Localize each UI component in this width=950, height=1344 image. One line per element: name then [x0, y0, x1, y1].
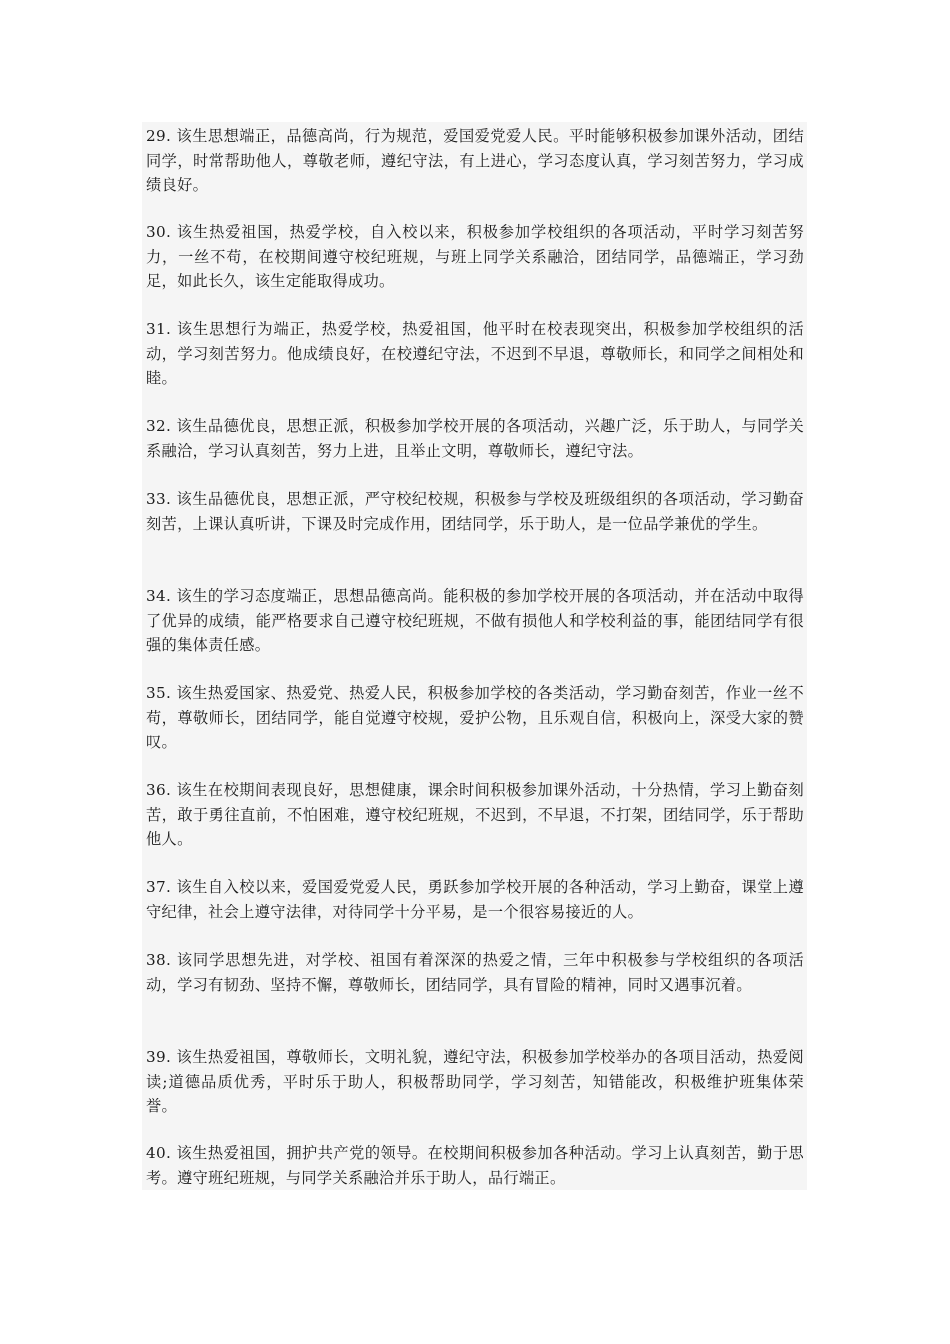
paragraph-40: 40. 该生热爱祖国，拥护共产党的领导。在校期间积极参加各种活动。学习上认真刻苦，勤于思考。遵守班纪班规，与同学关系融洽并乐于助人，品行端正。 [146, 1144, 804, 1187]
comments-text-block [142, 122, 807, 1190]
paragraph-33: 33. 该生品德优良，思想正派，严守校纪校规，积极参与学校及班级组织的各项活动，学习勤奋刻苦，上课认真听讲，下课及时完成作用，团结同学，乐于助人，是一位品学兼优的学生。 [146, 490, 804, 533]
paragraph-32: 32. 该生品德优良，思想正派，积极参加学校开展的各项活动，兴趣广泛，乐于助人，与同学关系融洽，学习认真刻苦，努力上进，且举止文明，尊敬师长，遵纪守法。 [146, 417, 804, 460]
paragraph-34: 34. 该生的学习态度端正，思想品德高尚。能积极的参加学校开展的各项活动，并在活动中取得了优异的成绩，能严格要求自己遵守校纪班规，不做有损他人和学校利益的事，能团结同学有很强的集体责任感。 [146, 587, 804, 654]
paragraph-37: 37. 该生自入校以来，爱国爱党爱人民，勇跃参加学校开展的各种活动，学习上勤奋，课堂上遵守纪律，社会上遵守法律，对待同学十分平易，是一个很容易接近的人。 [146, 878, 804, 921]
paragraph-38: 38. 该同学思想先进，对学校、祖国有着深深的热爱之情，三年中积极参与学校组织的各项活动，学习有韧劲、坚持不懈，尊敬师长，团结同学，具有冒险的精神，同时又遇事沉着。 [146, 951, 804, 994]
paragraph-30: 30. 该生热爱祖国，热爱学校，自入校以来，积极参加学校组织的各项活动，平时学习刻苦努力，一丝不苟，在校期间遵守校纪班规，与班上同学关系融洽，团结同学，品德端正，学习劲足，如此长久，该生定能取得成功。 [146, 223, 804, 290]
paragraph-35: 35. 该生热爱国家、热爱党、热爱人民，积极参加学校的各类活动，学习勤奋刻苦，作业一丝不苟，尊敬师长，团结同学，能自觉遵守校规，爱护公物，且乐观自信，积极向上，深受大家的赞叹。 [146, 684, 804, 751]
paragraph-29: 29. 该生思想端正，品德高尚，行为规范，爱国爱党爱人民。平时能够积极参加课外活动，团结同学，时常帮助他人，尊敬老师，遵纪守法，有上进心，学习态度认真，学习刻苦努力，学习成绩良好。 [146, 127, 804, 194]
paragraph-39: 39. 该生热爱祖国，尊敬师长，文明礼貌，遵纪守法，积极参加学校举办的各项目活动，热爱阅读;道德品质优秀，平时乐于助人，积极帮助同学，学习刻苦，知错能改，积极维护班集体荣誉。 [146, 1048, 804, 1115]
paragraph-31: 31. 该生思想行为端正，热爱学校，热爱祖国，他平时在校表现突出，积极参加学校组织的活动，学习刻苦努力。他成绩良好，在校遵纪守法，不迟到不早退，尊敬师长，和同学之间相处和睦。 [146, 320, 804, 387]
paragraph-36: 36. 该生在校期间表现良好，思想健康，课余时间积极参加课外活动，十分热情，学习上勤奋刻苦，敢于勇往直前，不怕困难，遵守校纪班规，不迟到，不早退，不打架，团结同学，乐于帮助他人。 [146, 781, 804, 848]
